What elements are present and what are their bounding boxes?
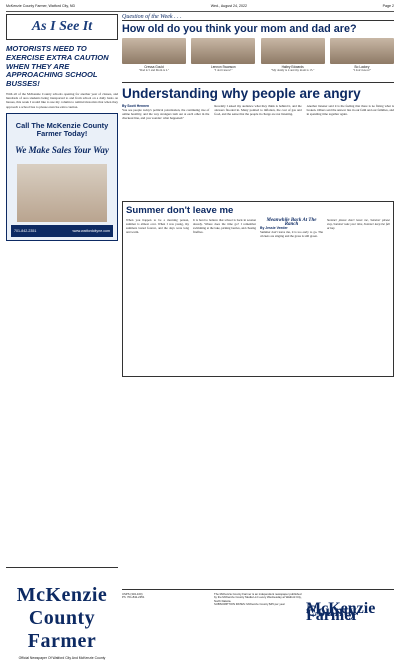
header-publication: McKenzie County Farmer, Watford City, ND xyxy=(6,4,76,8)
info-cell-1 xyxy=(122,593,210,639)
editorial-paragraph: With all of the McKenzie County schools opening for another year of classes, and hundreds of area students being transported to and from school on a daily basis on busses, this week I would like to use my column to remind motorists that when they approach a school bus to please exercise extra caution. xyxy=(6,91,118,109)
person-quote: "I don't know!" xyxy=(352,68,372,72)
feature-title: Understanding why people are angry xyxy=(122,82,394,101)
person-photo xyxy=(191,38,255,64)
ad-photo xyxy=(17,164,107,222)
ad-footer xyxy=(11,225,113,237)
person-photo xyxy=(261,38,325,64)
person-card xyxy=(191,38,255,78)
footer-logo: McKenzie County Farmer xyxy=(306,600,376,624)
summer-text-1: When you happen to be a morning person, summer is almost over. When I was young, my summers lasted forever, and the days were long and warm. xyxy=(126,218,189,234)
person-quote: "I don't know!" xyxy=(214,68,233,72)
ad-phone: 701-842-2351 xyxy=(14,228,37,233)
feature-text-3: Another listener said it is the feeling that there is no fixing what is broken. Others said the answer lies in our faith and our families, and in spending time together again. xyxy=(306,104,394,116)
person-photo xyxy=(330,38,394,64)
summer-byline: By Jessie Veeder xyxy=(260,225,288,230)
contact-phone: Ph: 701-842-2351 xyxy=(122,595,145,600)
feature-column-1 xyxy=(122,104,209,196)
question-title: How old do you think your mom and dad are? xyxy=(122,23,357,35)
summer-poem: Summer please don't leave me, Summer please stay, Summer take your time, Summer keep the fall at bay. xyxy=(327,218,390,230)
summer-text-2: It is hard to believe that school is back in session already. Where does the time go? I remember swimming at the lake, picking berries, and chasing fireflies. xyxy=(193,218,256,234)
masthead-box xyxy=(6,567,118,660)
question-label: Question of the Week . . . xyxy=(122,14,394,21)
page-header xyxy=(6,4,394,12)
person-quote: "My daddy is 4 and my mom is 15." xyxy=(270,68,315,72)
editorial-headline: MOTORISTS NEED TO EXERCISE EXTRA CAUTION WHEN THEY ARE APPROACHING SCHOOL BUSSES! xyxy=(6,44,109,89)
header-date: Wed., August 24, 2022 xyxy=(210,4,247,8)
masthead-logo: McKenzie County Farmer xyxy=(16,584,108,652)
left-column xyxy=(6,14,118,660)
feature-byline: By Scott Hennen xyxy=(122,104,150,108)
person-name: Cressa Gould xyxy=(144,65,164,69)
person-card xyxy=(261,38,325,78)
main-area xyxy=(122,14,394,639)
person-name: Lennon Swanson xyxy=(211,65,236,69)
summer-article xyxy=(122,201,394,377)
person-card xyxy=(330,38,394,78)
person-photo xyxy=(122,38,186,64)
feature-text-2: Recently I asked my audience what they think is behind it, and the answers flooded in. Many pointed to inflation, the cost of gas and food, and the sense that the people in charge are not listening. xyxy=(214,104,302,116)
subscription-rates: SUBSCRIPTION RATES: McKenzie County $45 per year xyxy=(214,602,285,607)
info-cell-2 xyxy=(214,593,302,639)
column-brand: As I See It xyxy=(6,14,118,40)
publisher-note: The McKenzie County Farmer is an independent newspaper published by the McKenzie County Media LLC every Wednesday at Watford City, North Dakota. xyxy=(214,592,302,603)
usps-number: USPS (334-100) xyxy=(122,592,143,596)
person-name: Hailey Edwards xyxy=(281,65,304,69)
person-card xyxy=(122,38,186,78)
ad-tagline: We Make Sales Your Way xyxy=(15,144,109,155)
summer-title: Summer don't leave me xyxy=(126,205,234,216)
ad-website: www.watfordcityne.com xyxy=(72,228,110,233)
person-name: Bo Lackey xyxy=(354,65,370,69)
summer-columns xyxy=(126,219,390,369)
feature-columns xyxy=(122,104,394,196)
summer-column-3 xyxy=(260,219,323,369)
column-brand-meanwhile: Meanwhile Back At The Ranch xyxy=(266,218,317,227)
feature-text-1: You see people today's political polarization, the continuing rise of online hostility, and the way strangers lash out at each other in the checkout line, and you wonder: what happened? xyxy=(122,108,210,120)
publication-info xyxy=(122,589,394,639)
person-quote: "Dad is 5 and Mom is 2." xyxy=(138,68,170,72)
sales-ad xyxy=(6,113,118,241)
header-page: Page 2 xyxy=(382,4,394,8)
masthead-subtitle: Official Newspaper Of Watford City And McKenzie County xyxy=(18,656,106,660)
question-people xyxy=(122,38,394,78)
summer-text-3: Summer don't leave me, it is too early to go. The crickets are singing and the grass is still green. xyxy=(260,229,323,238)
ad-title: Call The McKenzie County Farmer Today! xyxy=(15,120,109,139)
info-cell-3 xyxy=(306,593,394,639)
